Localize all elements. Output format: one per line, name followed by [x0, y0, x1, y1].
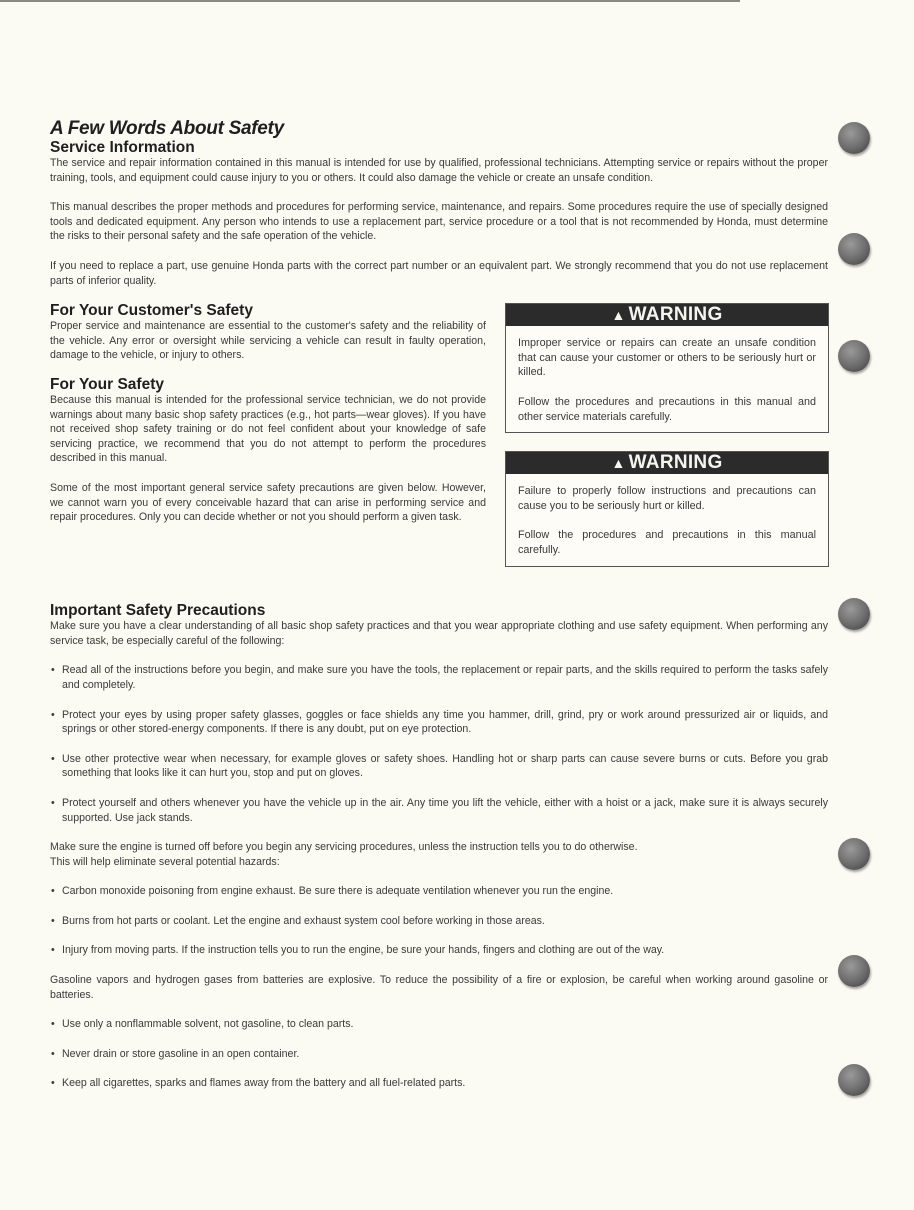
- warning-triangle-icon: ▲: [611, 455, 626, 472]
- precautions-intro: Make sure you have a clear understanding of all basic shop safety practices and that you wear appropriate clothing and use safety equipment. When performing any service task, be especially careful of the following:: [50, 620, 828, 647]
- your-safety-heading: For Your Safety: [50, 375, 164, 393]
- warning-label: WARNING: [628, 452, 723, 474]
- list-item: • Read all of the instructions before you begin, and make sure you have the tools, the replacement or repair parts, and the skills required to perform the tasks safely and completely.: [50, 663, 828, 692]
- service-info-paragraph: The service and repair information contained in this manual is intended for use by qualified, professional technicians. Attempting service or repairs without the proper training, tools, and equipment could cause injury to you or others. It could also damage the vehicle or create an unsafe condition.: [50, 157, 828, 184]
- list-item: • Protect yourself and others whenever you have the vehicle up in the air. Any time you lift the vehicle, either with a hoist or a jack, make sure it is always securely supported. Use jack stands.: [50, 796, 828, 825]
- service-info-paragraph: This manual describes the proper methods and procedures for performing service, maintenance, and repairs. Some procedures require the use of specially designed tools and dedicated equipment. Any person who intends to use a replacement part, service procedure or a tool that is not recommended by Honda, must determine the risks to their personal safety and the safe operation of the vehicle.: [50, 201, 828, 243]
- list-item: • Injury from moving parts. If the instruction tells you to run the engine, be sure your hands, fingers and clothing are out of the way.: [50, 943, 828, 958]
- warning-body: [506, 326, 828, 432]
- gasoline-list: [50, 1017, 828, 1091]
- page-title: A Few Words About Safety: [50, 118, 284, 139]
- binder-hole: [838, 122, 870, 154]
- list-item: • Keep all cigarettes, sparks and flames away from the battery and all fuel-related parts.: [50, 1076, 828, 1091]
- engine-off-text: This will help eliminate several potential hazards:: [50, 855, 280, 868]
- list-item: • Never drain or store gasoline in an open container.: [50, 1047, 828, 1062]
- list-item: • Use only a nonflammable solvent, not gasoline, to clean parts.: [50, 1017, 828, 1032]
- warning-text: Follow the procedures and precautions in this manual carefully.: [518, 529, 816, 556]
- list-item: • Use other protective wear when necessary, for example gloves or safety shoes. Handling hot or sharp parts can cause severe burns or cuts. Before you grab something that looks like it can hurt you, stop and put on gloves.: [50, 752, 828, 781]
- warning-text: Failure to properly follow instructions and precautions can cause you to be seriously hurt or killed.: [518, 485, 816, 512]
- warning-label: WARNING: [628, 304, 723, 326]
- precautions-list: [50, 663, 828, 825]
- customer-safety-text: Proper service and maintenance are essential to the customer's safety and the reliability of the vehicle. Any error or oversight while servicing a vehicle can result in faulty operation, damage to the vehicle, or injury to others.: [50, 320, 486, 362]
- safety-left-column: [50, 303, 486, 525]
- warning-box: [505, 303, 829, 433]
- precautions-heading: Important Safety Precautions: [50, 602, 266, 620]
- list-item: • Carbon monoxide poisoning from engine exhaust. Be sure there is adequate ventilation whenever you run the engine.: [50, 884, 828, 899]
- binder-hole: [838, 233, 870, 265]
- list-item: • Protect your eyes by using proper safety glasses, goggles or face shields any time you hammer, drill, grind, pry or work around pressurized air or liquids, and springs or other stored-energy components. If there is any doubt, put on eye protection.: [50, 708, 828, 737]
- page-content: [50, 118, 828, 1106]
- top-edge-rule: [0, 0, 740, 2]
- service-info-heading: Service Information: [50, 139, 195, 156]
- warning-triangle-icon: ▲: [611, 307, 626, 324]
- safety-two-column: [50, 303, 828, 603]
- binder-hole: [838, 340, 870, 372]
- binder-hole: [838, 1064, 870, 1096]
- engine-off-text: Make sure the engine is turned off before you begin any servicing procedures, unless the instruction tells you to do otherwise.: [50, 841, 638, 854]
- warning-header: [506, 452, 828, 474]
- warning-column: [505, 303, 829, 584]
- warning-body: [506, 474, 828, 565]
- customer-safety-heading: For Your Customer's Safety: [50, 302, 253, 320]
- hazards-list: [50, 884, 828, 958]
- binder-hole: [838, 838, 870, 870]
- warning-text: Improper service or repairs can create an unsafe condition that can cause your customer or others to be seriously hurt or killed.: [518, 337, 816, 379]
- your-safety-paragraph: Because this manual is intended for the professional service technician, we do not provide warnings about many basic shop safety practices (e.g., hot parts—wear gloves). If you have not received shop safety training or do not feel confident about your knowledge of safe servicing practice, we recommend that you do not attempt to perform the procedures described in this manual.: [50, 393, 486, 465]
- warning-text: Follow the procedures and precautions in this manual and other service materials carefully.: [518, 395, 816, 423]
- list-item: • Burns from hot parts or coolant. Let the engine and exhaust system cool before working in those areas.: [50, 914, 828, 929]
- service-info-paragraph: If you need to replace a part, use genuine Honda parts with the correct part number or an equivalent part. We strongly recommend that you do not use replacement parts of inferior quality.: [50, 259, 828, 287]
- binder-hole: [838, 955, 870, 987]
- warning-box: [505, 451, 829, 566]
- warning-header: [506, 304, 828, 326]
- binder-hole: [838, 598, 870, 630]
- gasoline-note: Gasoline vapors and hydrogen gases from batteries are explosive. To reduce the possibility of a fire or explosion, be careful when working around gasoline or batteries.: [50, 974, 828, 1001]
- your-safety-paragraph: Some of the most important general service safety precautions are given below. However, we cannot warn you of every conceivable hazard that can arise in performing service and repair procedures. Only you can decide whether or not you should perform a given task.: [50, 481, 486, 524]
